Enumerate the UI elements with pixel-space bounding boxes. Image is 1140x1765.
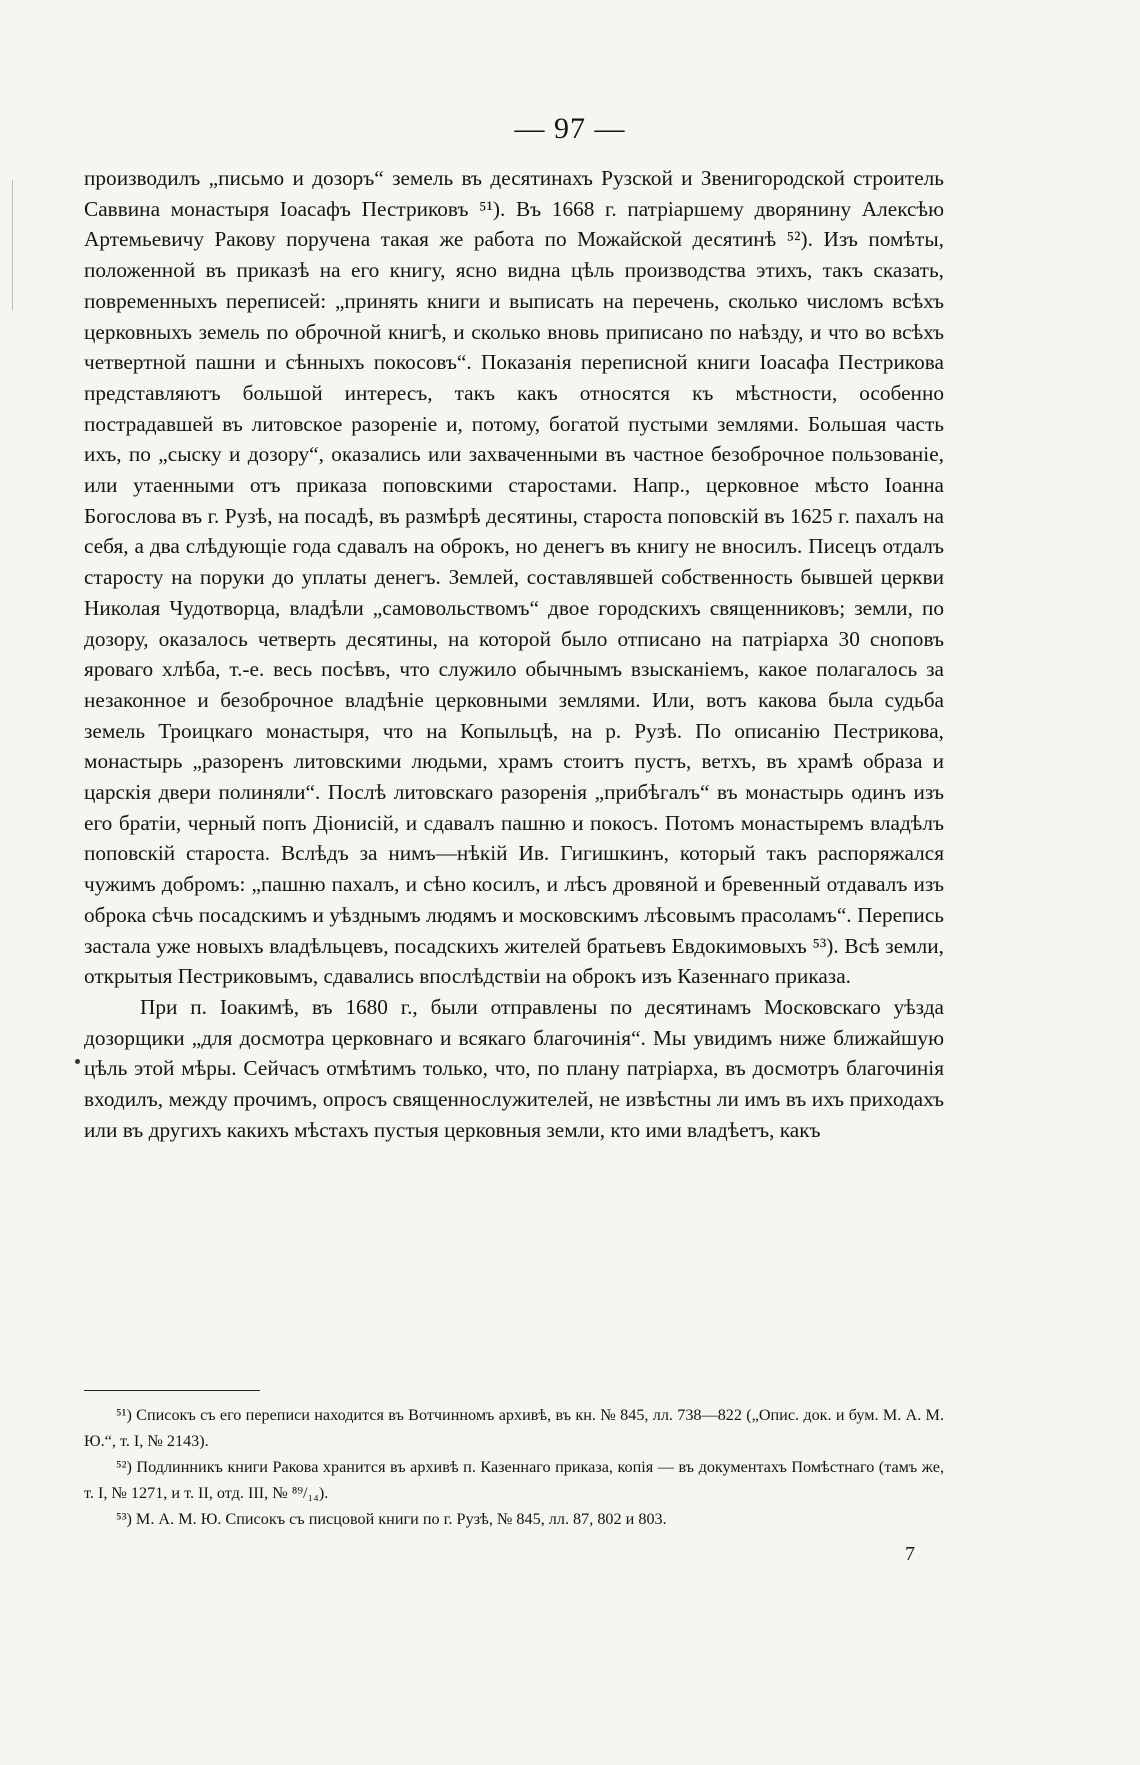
paragraph-1: производилъ „письмо и дозоръ“ земель въ десятинахъ Рузской и Звенигородской строитель Саввина монастыря Іоасафъ Пестриковъ ⁵¹). Въ 1668 г. патріаршему дворянину Алексѣю Артемьевичу Ракову поручена такая же работа по Можайской десятинѣ ⁵²). Изъ помѣты, положенной въ приказѣ на его книгу, ясно видна цѣль производства этихъ, такъ сказать, повременныхъ переписей: „принять книги и выписать на перечень, сколько числомъ всѣхъ церковныхъ земель по оброчной книгѣ, и сколько вновь приписано по наѣзду, и что во всѣхъ четвертной пашни и сѣнныхъ покосовъ“. Показанія переписной книги Іоасафа Пестрикова представляютъ большой интересъ, такъ какъ относятся къ мѣстности, особенно пострадавшей въ литовское разореніе и, потому, богатой пустыми землями. Большая часть ихъ, по „сыску и дозору“, оказались или захваченными въ частное безоброчное пользованіе, или утаенными отъ приказа поповскими старостами. Напр., церковное мѣсто Іоанна Богослова въ г. Рузѣ, на посадѣ, въ размѣрѣ десятины, староста поповскій въ 1625 г. пахалъ на себя, а два слѣдующіе года сдавалъ на оброкъ, но денегъ въ книгу не вносилъ. Писецъ отдалъ старосту на поруки до уплаты денегъ. Землей, составлявшей собственность бывшей церкви Николая Чудотворца, владѣли „самовольствомъ“ двое городскихъ священниковъ; земли, по дозору, оказалось четверть десятины, на которой было отписано на патріарха 30 сноповъ яроваго хлѣба, т.-е. весь посѣвъ, что служило обычнымъ взысканіемъ, какое полагалось за незаконное и безоброчное владѣніе церковными землями. Или, вотъ какова была судьба земель Троицкаго монастыря, что на Копыльцѣ, на р. Рузѣ. По описанію Пестрикова, монастырь „разоренъ литовскими людьми, храмъ стоитъ пустъ, ветхъ, въ храмѣ образа и царскія двери полиняли“. Послѣ литовскаго разоренія „прибѣгалъ“ въ монастырь одинъ изъ его братіи, черный попъ Діонисій, и сдавалъ пашню и покосъ. Потомъ монастыремъ владѣлъ поповскій староста. Вслѣдъ за нимъ—нѣкій Ив. Гигишкинъ, который такъ распоряжался чужимъ добромъ: „пашню пахалъ, и сѣно косилъ, и лѣсъ дровяной и бревенный отдавалъ изъ оброка сѣчь посадскимъ и уѣзднымъ людямъ и московскимъ лѣсовымъ прасоламъ“. Перепись застала уже новыхъ владѣльцевъ, посадскихъ жителей братьевъ Евдокимовыхъ ⁵³). Всѣ земли, открытыя Пестриковымъ, сдавались впослѣдствіи на оброкъ изъ Казеннаго приказа. bbox=[84, 166, 944, 989]
footnote-51: ⁵¹) Списокъ съ его переписи находится въ Вотчинномъ архивѣ, въ кн. № 845, лл. 738—822 („Опис. док. и бум. М. А. М. Ю.“, т. I, № 2143). bbox=[84, 1406, 944, 1450]
paragraph-2: При п. Іоакимѣ, въ 1680 г., были отправлены по десятинамъ Московскаго уѣзда дозорщики „для досмотра церковнаго и всякаго благочинія“. Мы увидимъ ниже ближайшую цѣль этой мѣры. Сейчасъ отмѣтимъ только, что, по плану патріарха, въ досмотръ благочинія входилъ, между прочимъ, опросъ священнослужителей, не извѣстны ли имъ въ ихъ приходахъ или въ другихъ какихъ мѣстахъ пустыя церковныя земли, кто ими владѣетъ, какъ bbox=[84, 994, 944, 1142]
page-number: — 97 — bbox=[514, 112, 626, 145]
printer-signature-mark: 7 bbox=[905, 1543, 915, 1565]
footnotes bbox=[84, 1402, 944, 1532]
footnote-52: ⁵²) Подлинникъ книги Ракова хранится въ архивѣ п. Казеннаго приказа, копія — въ документахъ Помѣстнаго (тамъ же, т. I, № 1271, и т. II, отд. III, № ⁸⁹/₁₄). bbox=[84, 1458, 944, 1502]
footnote-53: ⁵³) М. А. М. Ю. Списокъ съ писцовой книги по г. Рузѣ, № 845, лл. 87, 802 и 803. bbox=[116, 1510, 667, 1528]
footnote-divider bbox=[84, 1390, 260, 1391]
scan-margin-line bbox=[12, 180, 13, 310]
margin-ink-dot bbox=[75, 1059, 80, 1064]
main-text bbox=[84, 163, 944, 1146]
